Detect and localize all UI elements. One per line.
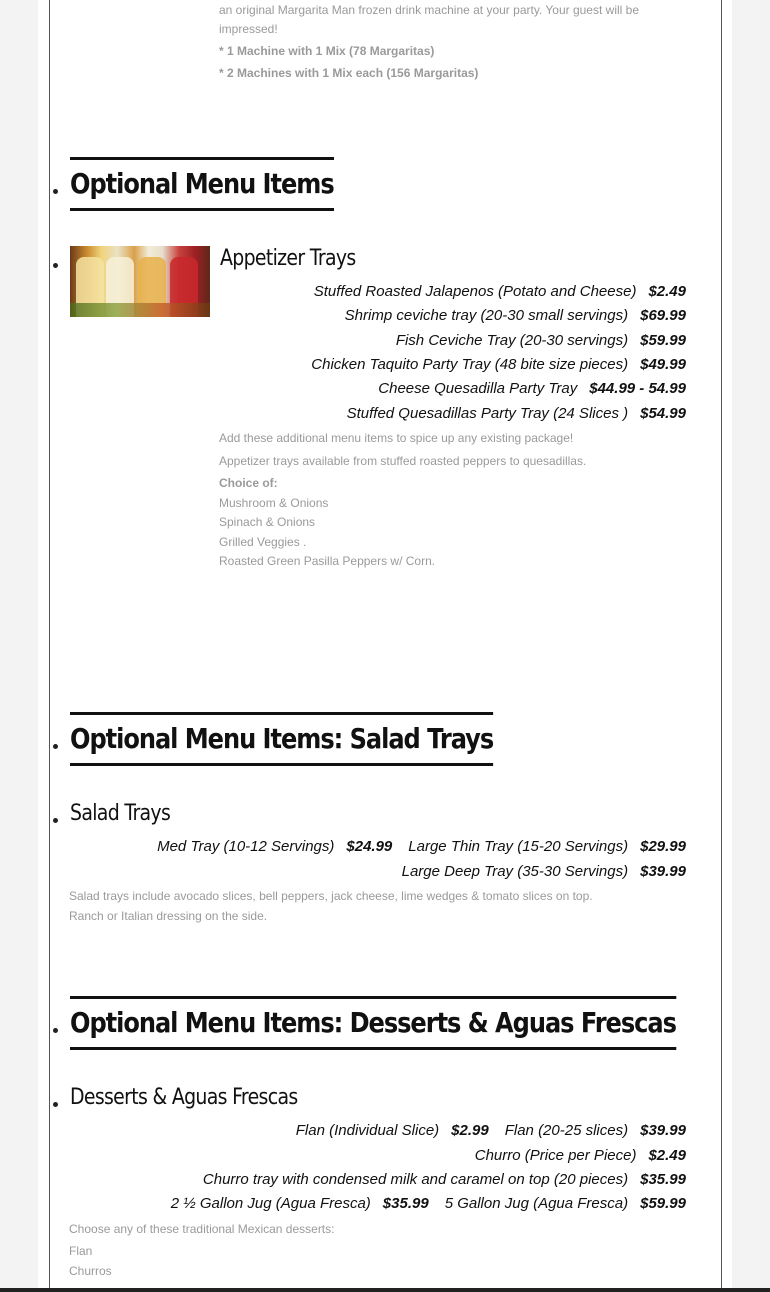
dessert-list-item-label: Churros (69, 1264, 112, 1278)
choice-item: Spinach & Onions (219, 515, 316, 529)
dessert-item-row (475, 1147, 686, 1164)
salad-note-1: Salad trays include avocado slices, bell peppers, jack cheese, lime wedges & tomato slices on top. (69, 889, 593, 903)
menu-item-row (314, 283, 686, 300)
dessert-item-price: $35.99 (382, 1195, 429, 1212)
menu-item-row (378, 380, 686, 397)
dessert-item-name: Flan (Individual Slice) (295, 1122, 440, 1139)
choice-label: Choice of: (219, 476, 278, 490)
menu-item-price: $2.49 (648, 283, 686, 300)
salad-item-price: $24.99 (346, 838, 393, 855)
choice-item: Grilled Veggies . (219, 535, 307, 549)
menu-item-name: Shrimp ceviche tray (20-30 small servings) (344, 307, 629, 324)
menu-item-row (396, 332, 686, 349)
dessert-item-price: $2.99 (451, 1122, 489, 1139)
dessert-item-name: 5 Gallon Jug (Agua Fresca) (444, 1195, 629, 1212)
list-bullet (53, 1102, 58, 1107)
dessert-item-name: Flan (20-25 slices) (504, 1122, 629, 1139)
dessert-item-price: $39.99 (640, 1122, 686, 1139)
list-bullet (53, 263, 58, 268)
menu-item-name: Chicken Taquito Party Tray (48 bite size pieces) (311, 356, 629, 373)
choice-item: Mushroom & Onions (219, 496, 329, 510)
menu-note-2: Appetizer trays available from stuffed roasted peppers to quesadillas. (219, 454, 587, 468)
appetizer-photo (70, 246, 210, 317)
menu-item-row (347, 405, 686, 422)
menu-item-price: $54.99 (640, 405, 686, 422)
section-heading-menu: Optional Menu Items (70, 157, 334, 211)
list-bullet (53, 744, 58, 749)
salad-note-2: Ranch or Italian dressing on the side. (69, 909, 268, 923)
menu-item-row (311, 356, 686, 373)
section-heading-desserts: Optional Menu Items: Desserts & Aguas Frescas (70, 996, 676, 1050)
dessert-item-row (203, 1171, 686, 1188)
dessert-item-row (296, 1122, 686, 1139)
list-bullet (53, 189, 58, 194)
salad-item-price: $29.99 (640, 838, 686, 855)
menu-note-1: Add these additional menu items to spice up any existing package! (219, 431, 574, 445)
dessert-item-row (171, 1195, 686, 1212)
salad-item-row (157, 838, 686, 855)
dessert-item-price: $2.49 (648, 1147, 686, 1164)
dessert-list-item (69, 1244, 92, 1258)
salad-item-name: Med Tray (10-12 Servings) (157, 838, 335, 855)
bottom-border (0, 1288, 770, 1292)
dessert-item-price: $35.99 (640, 1171, 686, 1188)
dessert-note: Choose any of these traditional Mexican desserts: (69, 1222, 335, 1236)
dessert-item-name: 2 ½ Gallon Jug (Agua Fresca) (170, 1195, 371, 1212)
salad-item-name: Large Deep Tray (35-30 Servings) (401, 863, 629, 880)
salad-item-row (402, 863, 686, 880)
subheading-salad-trays: Salad Trays (70, 801, 171, 826)
menu-item-name: Stuffed Roasted Jalapenos (Potato and Cheese) (313, 283, 637, 300)
menu-item-row (345, 307, 686, 324)
menu-item-price: $44.99 - 54.99 (589, 380, 686, 397)
dessert-list-item-label: Flan (69, 1244, 93, 1258)
dessert-item-name: Churro (Price per Piece) (474, 1147, 637, 1164)
intro-text: an original Margarita Man frozen drink machine at your party. Your guest will be impressed! (219, 3, 639, 36)
intro-option-1: * 1 Machine with 1 Mix (78 Margaritas) (219, 44, 435, 58)
salad-item-price: $39.99 (640, 863, 686, 880)
menu-item-price: $49.99 (640, 356, 686, 373)
list-bullet (53, 1028, 58, 1033)
intro-option-2: * 2 Machines with 1 Mix each (156 Margaritas) (219, 66, 479, 80)
menu-item-name: Stuffed Quesadillas Party Tray (24 Slices ) (346, 405, 629, 422)
dessert-item-name: Churro tray with condensed milk and caramel on top (20 pieces) (202, 1171, 629, 1188)
section-heading-salad: Optional Menu Items: Salad Trays (70, 712, 493, 766)
menu-item-name: Cheese Quesadilla Party Tray (378, 380, 578, 397)
menu-item-price: $59.99 (640, 332, 686, 349)
menu-item-price: $69.99 (640, 307, 686, 324)
menu-item-name: Fish Ceviche Tray (20-30 servings) (395, 332, 629, 349)
dessert-list-item (69, 1264, 112, 1278)
subheading-appetizer-trays: Appetizer Trays (220, 246, 356, 271)
dessert-item-price: $59.99 (640, 1195, 686, 1212)
list-bullet (53, 818, 58, 823)
salad-item-name: Large Thin Tray (15-20 Servings) (408, 838, 629, 855)
subheading-desserts: Desserts & Aguas Frescas (70, 1085, 298, 1110)
choice-item: Roasted Green Pasilla Peppers w/ Corn. (219, 554, 436, 568)
